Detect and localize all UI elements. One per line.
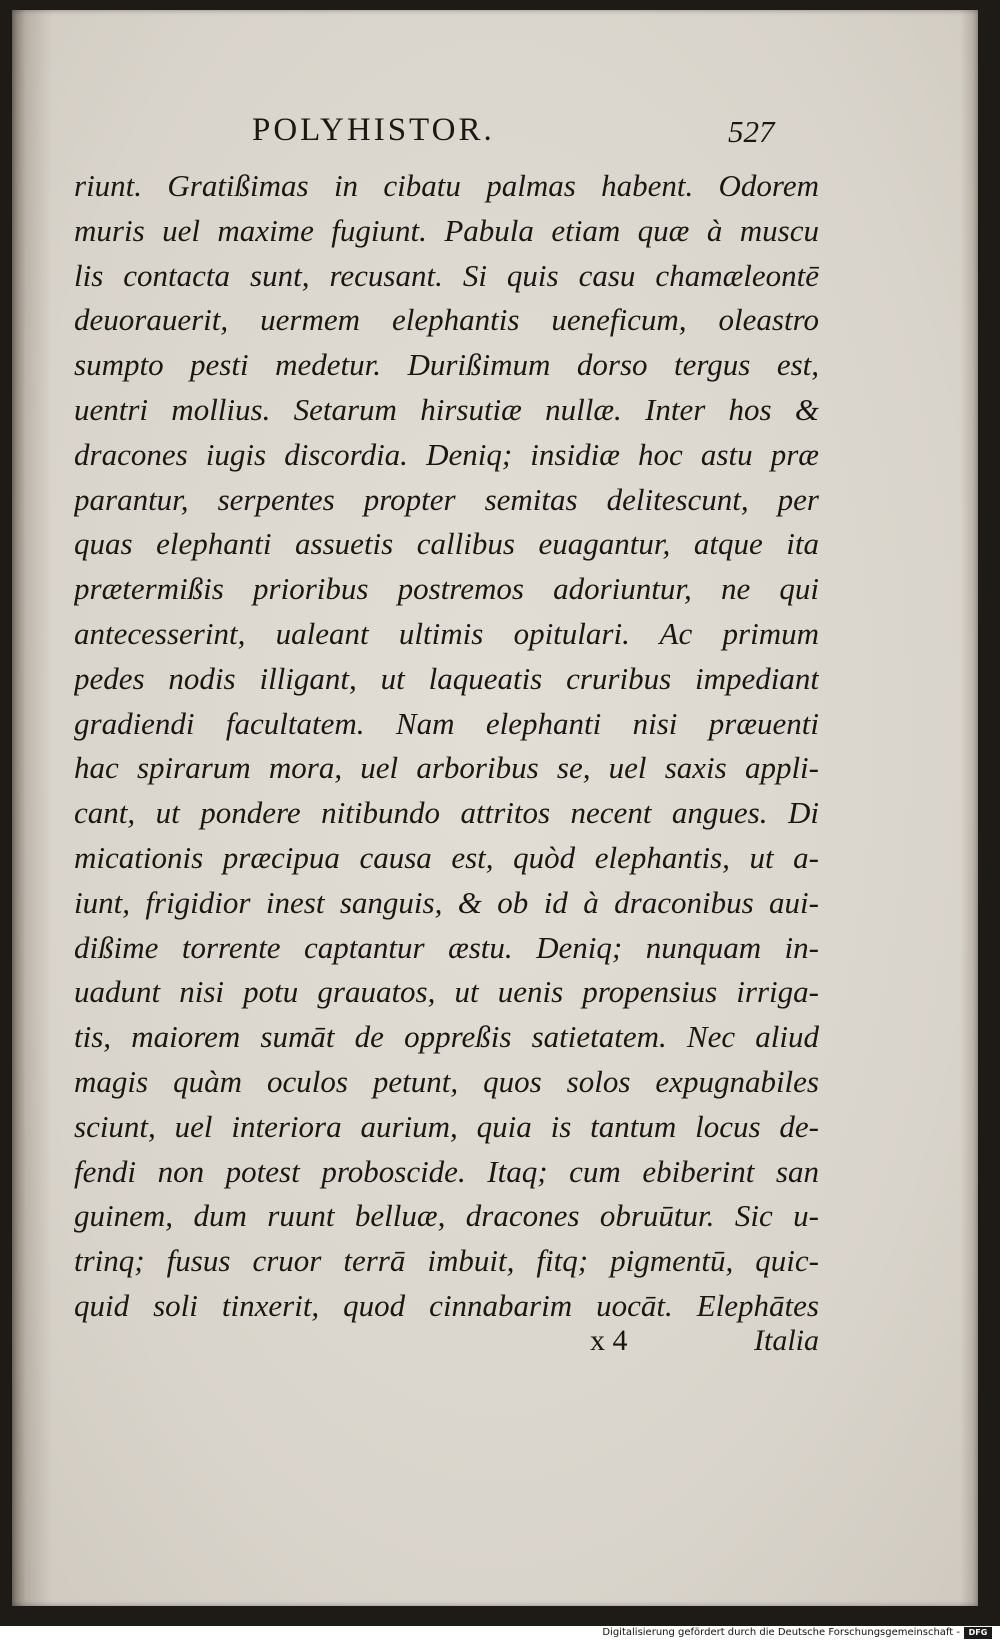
text-line: sciunt, uel interiora aurium, quia is tantum locus de- [74, 1108, 819, 1144]
text-line: muris uel maxime fugiunt. Pabula etiam quæ à muscu [74, 212, 819, 248]
text-line: sumpto pesti medetur. Durißimum dorso tergus est, [74, 347, 819, 383]
text-line: cant, ut pondere nitibundo attritos necent angues. Di [74, 795, 819, 831]
text-line: gradiendi facultatem. Nam elephanti nisi præuenti [74, 705, 819, 741]
text-line: quas elephanti assuetis callibus euagantur, atque ita [74, 526, 819, 562]
footer-bar [0, 1626, 1000, 1641]
text-line: micationis præcipua causa est, quòd elephantis, ut a- [74, 839, 819, 875]
text-line: riunt. Gratißimas in cibatu palmas habent. Odorem [74, 168, 819, 203]
catchline [12, 1322, 978, 1366]
text-line: iunt, frigidior inest sanguis, & ob id à draconibus aui- [74, 884, 819, 920]
text-line: prætermißis prioribus postremos adoriuntur, ne qui [74, 571, 819, 607]
text-line: trinq; fusus cruor terrā imbuit, fitq; pigmentū, quic- [74, 1243, 819, 1279]
text-line: uadunt nisi potu grauatos, ut uenis propensius irriga- [74, 974, 819, 1010]
running-title: POLYHISTOR. [252, 112, 495, 148]
text-line: fendi non potest proboscide. Itaq; cum ebiberint san [74, 1153, 819, 1189]
book-page [12, 10, 978, 1606]
funding-credit: Digitalisierung gefördert durch die Deutsche Forschungsgemeinschaft - [602, 1627, 960, 1638]
text-line: quid soli tinxerit, quod cinnabarim uocāt. Elephātes [74, 1287, 819, 1323]
text-line: pedes nodis illigant, ut laqueatis cruribus impediant [74, 660, 819, 696]
signature-mark: x 4 [590, 1324, 628, 1357]
page-number: 527 [728, 114, 775, 149]
text-line: dracones iugis discordia. Deniq; insidiæ hoc astu præ [74, 436, 819, 472]
text-line: dißime torrente captantur æstu. Deniq; nunquam in- [74, 929, 819, 965]
text-line: hac spirarum mora, uel arboribus se, uel saxis appli- [74, 750, 819, 786]
text-line: guinem, dum ruunt belluæ, dracones obruūtur. Sic u- [74, 1198, 819, 1234]
text-line: lis contacta sunt, recusant. Si quis casu chamæleontē [74, 257, 819, 293]
text-line: tis, maiorem sumāt de oppreßis satietatem. Nec aliud [74, 1019, 819, 1055]
running-head [12, 106, 978, 150]
body-text [74, 164, 819, 1329]
catchword: Italia [754, 1324, 819, 1357]
dfg-logo-icon: DFG [964, 1627, 992, 1639]
text-line: parantur, serpentes propter semitas delitescunt, per [74, 481, 819, 517]
text-line: uentri mollius. Setarum hirsutiæ nullæ. Inter hos & [74, 391, 819, 427]
text-line: deuorauerit, uermem elephantis ueneficum, oleastro [74, 302, 819, 338]
text-line: antecesserint, ualeant ultimis opitulari. Ac primum [74, 615, 819, 651]
text-line: magis quàm oculos petunt, quos solos expugnabiles [74, 1063, 819, 1099]
